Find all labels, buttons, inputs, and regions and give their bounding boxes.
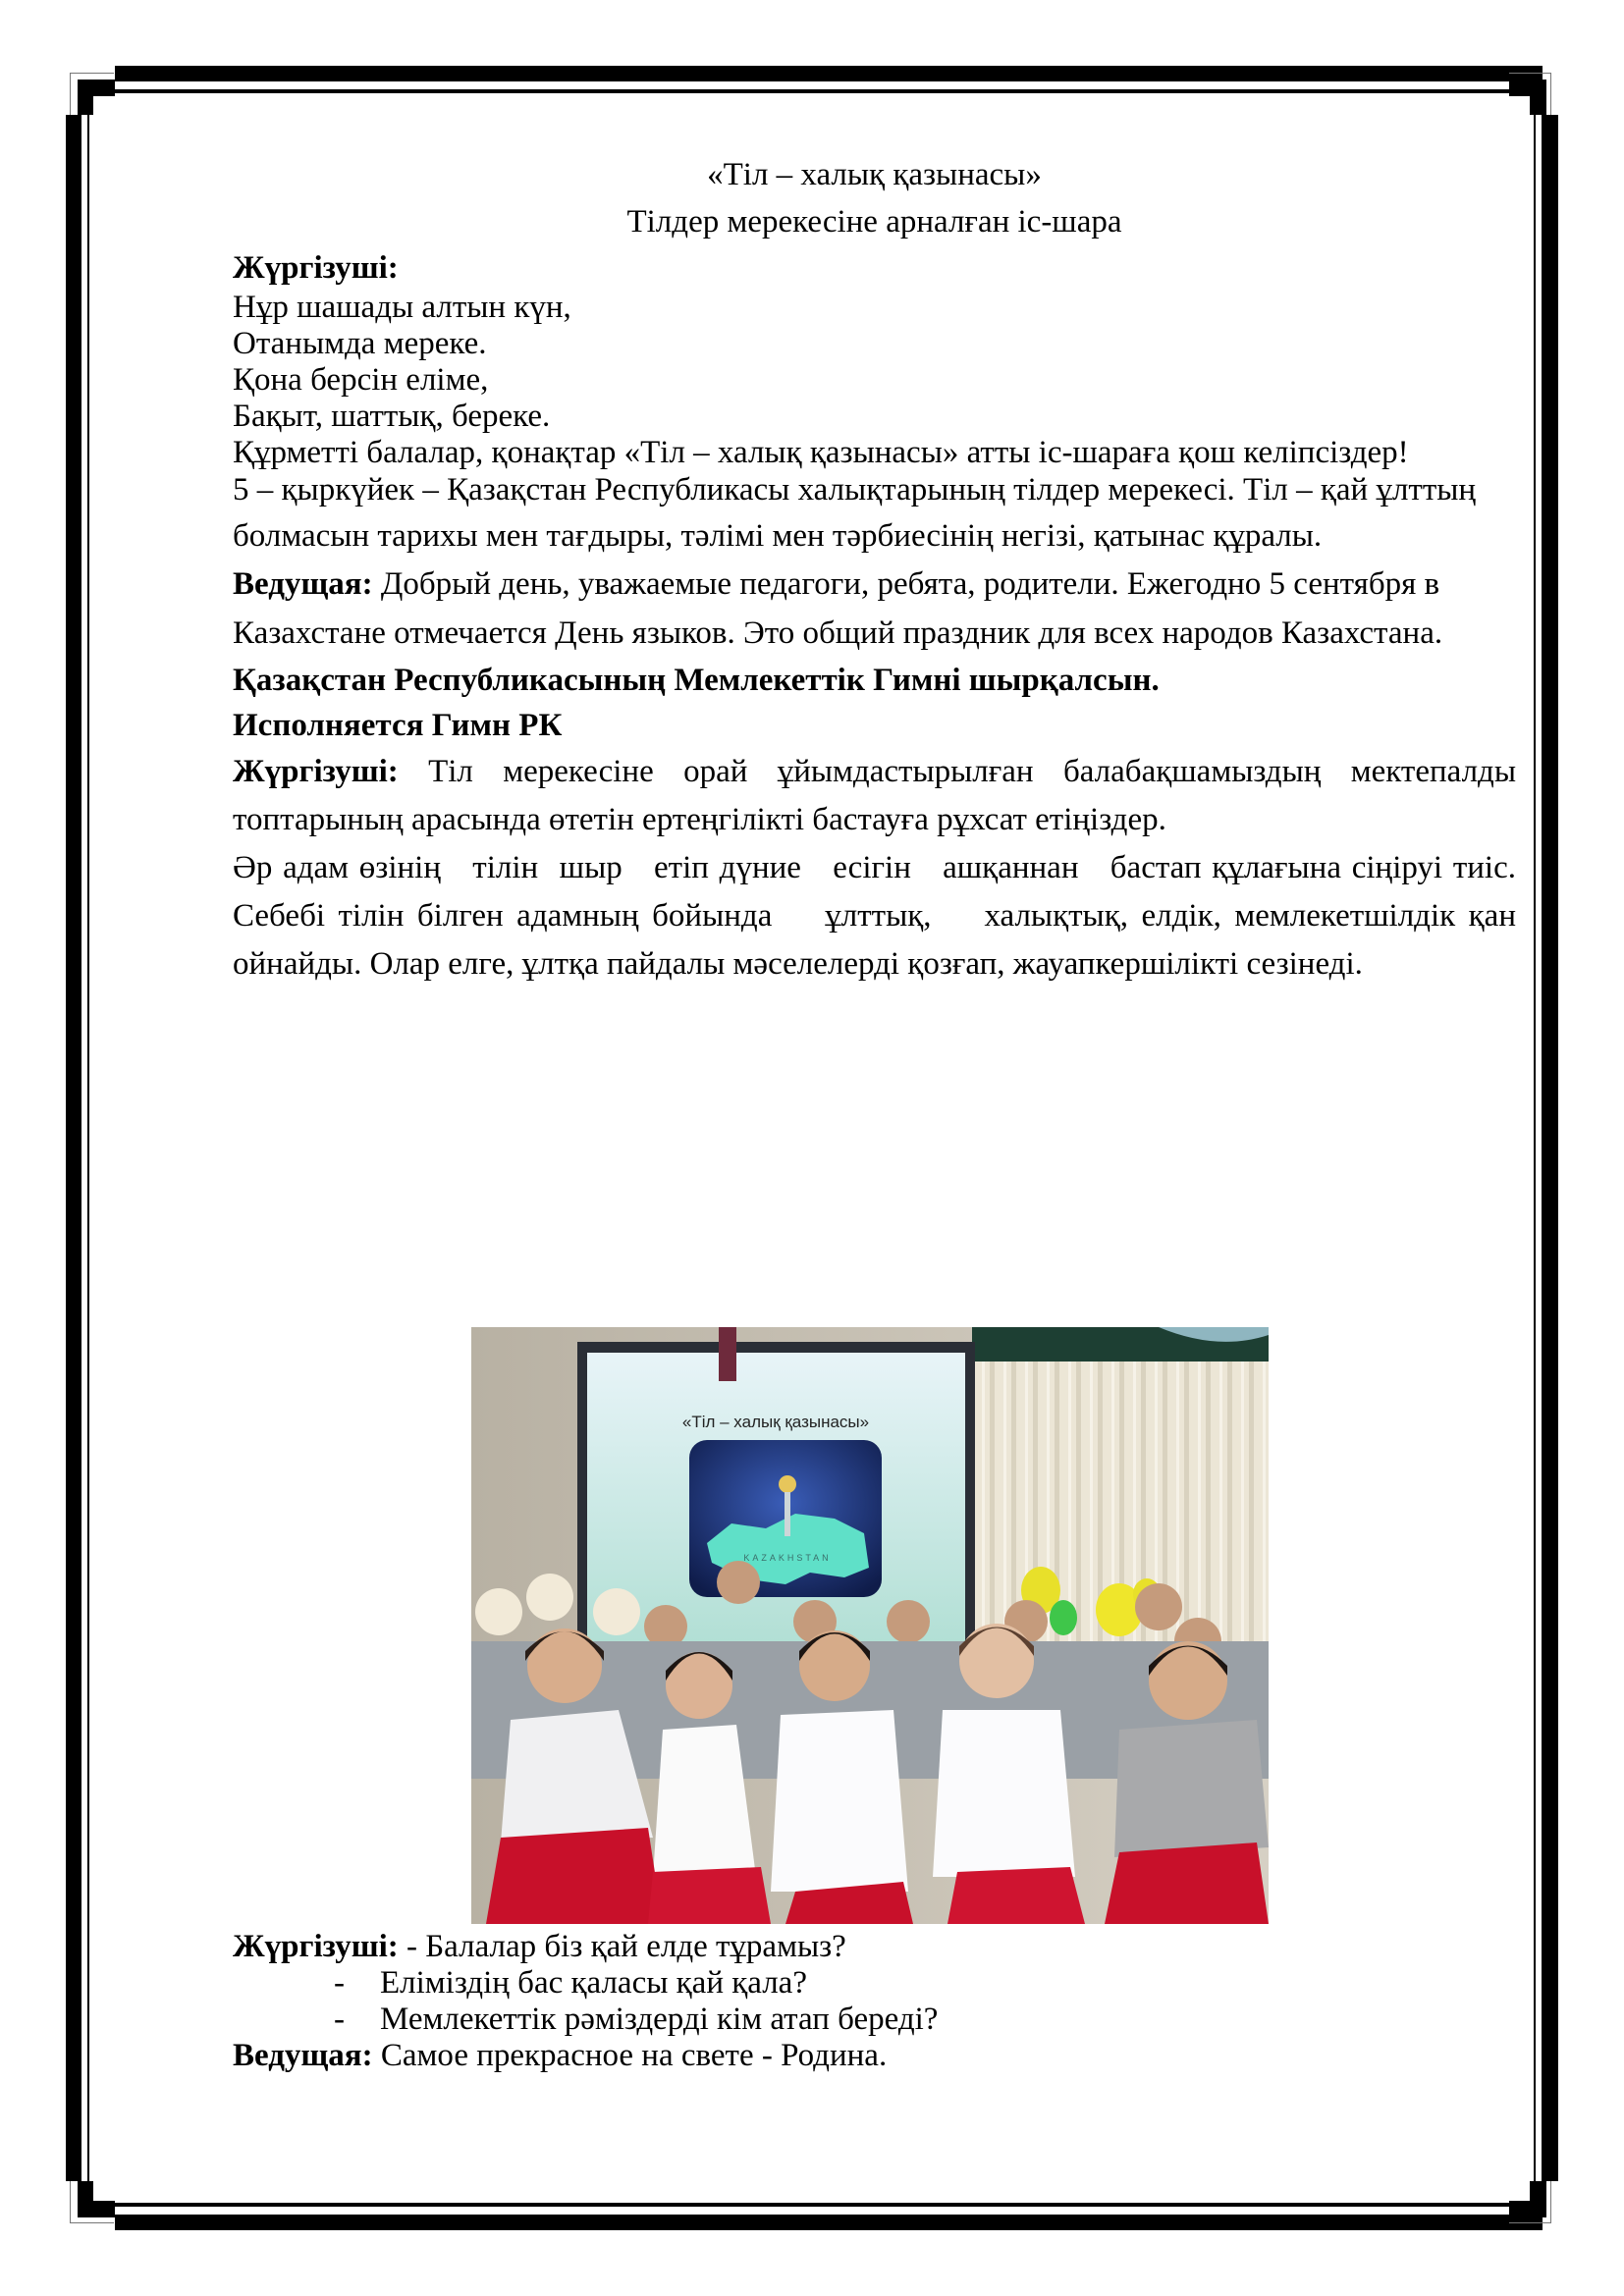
question-text: Мемлекеттік рәміздерді кім атап береді? [380,2002,939,2037]
frame-bottom-line [115,2203,1543,2207]
frame-right-bar [1542,115,1558,2181]
speaker-label: Жүргізуші: [233,1929,399,1964]
frame-corner-top-left-hair [70,73,114,115]
baiterek-tower [785,1492,790,1536]
closing-text: Самое прекрасное на свете - Родина. [380,2038,888,2073]
question-intro [233,1929,1516,1965]
welcome-paragraph: Құрметті балалар, қонақтар «Тіл – халық қазынасы» атты іс-шараға қош келіпсіздер! [233,435,1409,470]
frame-corner-bottom-left-hair [70,2181,114,2223]
frame-left-bar [66,115,81,2181]
frame-top-bar [115,66,1543,81]
speaker-label-ru: Ведущая: [233,2038,373,2073]
speaker-label: Жүргізуші: [233,250,399,286]
speaker-label-ru: Ведущая: [233,566,373,602]
permission-text: Тіл мерекесіне орай ұйымдастырылған балабақшамыздың мектепалды топтарының арасында өтетін ертеңгілікті бастауға рұхсат етіңіздер. [233,754,1517,837]
dash-bullet: - [334,2002,345,2037]
document-body [233,152,1525,988]
balloon [1050,1600,1077,1635]
poem-line: Бақыт, шаттық, береке. [233,399,551,434]
poem-line: Отанымда мереке. [233,326,487,361]
dash-bullet: - [334,1965,345,2001]
russian-greeting-text: Добрый день, уважаемые педагоги, ребята, родители. Ежегодно 5 сентября в Казахстане отмечается День языков. Это общий праздник для всех народов Казахстана. [233,566,1443,651]
permission-paragraph [233,748,1516,844]
tassel [719,1327,736,1381]
document-body-continued [233,1929,1516,2074]
event-photo [471,1327,1269,1924]
speaker-label: Жүргізуші: [233,754,399,789]
document-subtitle: Тілдер мерекесіне арналған іс-шара [626,204,1122,240]
closing-line [233,2038,1516,2074]
anthem-kz: Қазақстан Республикасының Мемлекеттік Гимні шырқалсын. [233,663,1160,698]
map-label: KAZAKHSTAN [743,1553,832,1563]
holiday-paragraph: 5 – қыркүйек – Қазақстан Республикасы халықтарының тілдер мерекесі. Тіл – қай ұлттың болмасын тарихы мен тағдыры, тәлімі мен тәрбиесінің негізі, қатынас құралы. [233,472,1477,554]
question-text: Еліміздің бас қаласы қай қала? [380,1965,807,2001]
document-title: «Тіл – халық қазынасы» [707,157,1042,192]
screen-title: «Тіл – халық қазынасы» [681,1413,870,1431]
frame-corner-bottom-right-hair [1509,2181,1551,2223]
frame-top-line [115,89,1543,93]
language-paragraph: Әр адам өзінің тілін шыр етіп дүние есігін ашқаннан бастап құлағына сіңіруі тиіс. Себебі тілін білген адамның бойында ұлттық, халықтық, елдік, мемлекетшілдік қан ойнайды. Олар елге, ұлтқа пайдалы мәселелерді қозғап, жауапкершілікті сезінеді. [233,850,1525,982]
poem-line: Нұр шашады алтын күн, [233,290,571,325]
frame-left-line [87,115,89,2181]
russian-greeting [233,560,1499,658]
question-item [233,1965,1516,2002]
frame-right-line [1534,115,1536,2181]
question-intro-text: - Балалар біз қай елде тұрамыз? [406,1929,846,1964]
frame-bottom-bar [115,2215,1543,2230]
baiterek-icon [779,1475,796,1493]
poem [233,290,1516,435]
frame-corner-top-right-hair [1509,73,1551,115]
poem-line: Қона берсін еліме, [233,362,489,398]
question-item [233,2002,1516,2038]
anthem-ru: Исполняется Гимн РК [233,708,563,743]
photo-illustration [471,1327,1269,1924]
